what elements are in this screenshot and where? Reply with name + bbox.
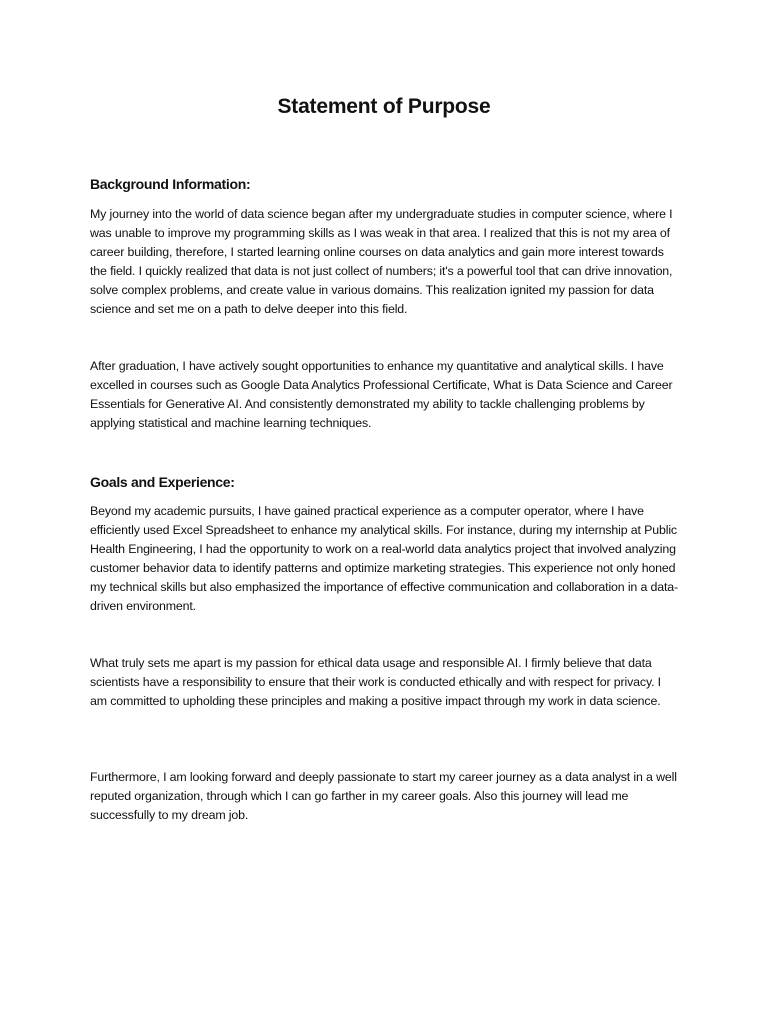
paragraph-goals-2: What truly sets me apart is my passion for ethical data usage and responsible AI. I firmly believe that data scientists have a responsibility to ensure that their work is conducted ethically and with respect for privacy. I am committed to upholding these principles and making a positive impact through my work in data science. [90,656,661,708]
section-heading-background: Background Information: [90,176,251,192]
paragraph-goals-3: Furthermore, I am looking forward and deeply passionate to start my career journey as a data analyst in a well reputed organization, through which I can go farther in my career goals. Also this journey will lead me successfully to my dream job. [90,770,677,822]
paragraph-background-1: My journey into the world of data science began after my undergraduate studies in computer science, where I was unable to improve my programming skills as I was weak in that area. I realized that this is not my area of career building, therefore, I started learning online courses on data analytics and gain more interest towards the field. I quickly realized that data is not just collect of numbers; it's a powerful tool that can drive innovation, solve complex problems, and create value in various domains. This realization ignited my passion for data science and set me on a path to delve deeper into this field. [90,207,673,316]
paragraph-background-2: After graduation, I have actively sought opportunities to enhance my quantitative and analytical skills. I have excelled in courses such as Google Data Analytics Professional Certificate, What is Data Science and Career Essentials for Generative AI. And consistently demonstrated my ability to tackle challenging problems by applying statistical and machine learning techniques. [90,359,673,430]
document-title: Statement of Purpose [277,95,491,118]
paragraph-goals-1: Beyond my academic pursuits, I have gained practical experience as a computer operator, where I have efficiently used Excel Spreadsheet to enhance my analytical skills. For instance, during my internship at Public Health Engineering, I had the opportunity to work on a real-world data analytics project that involved analyzing customer behavior data to identify patterns and optimize marketing strategies. This experience not only honed my technical skills but also emphasized the importance of effective communication and collaboration in a data-driven environment. [90,504,678,613]
section-heading-goals: Goals and Experience: [90,474,235,490]
